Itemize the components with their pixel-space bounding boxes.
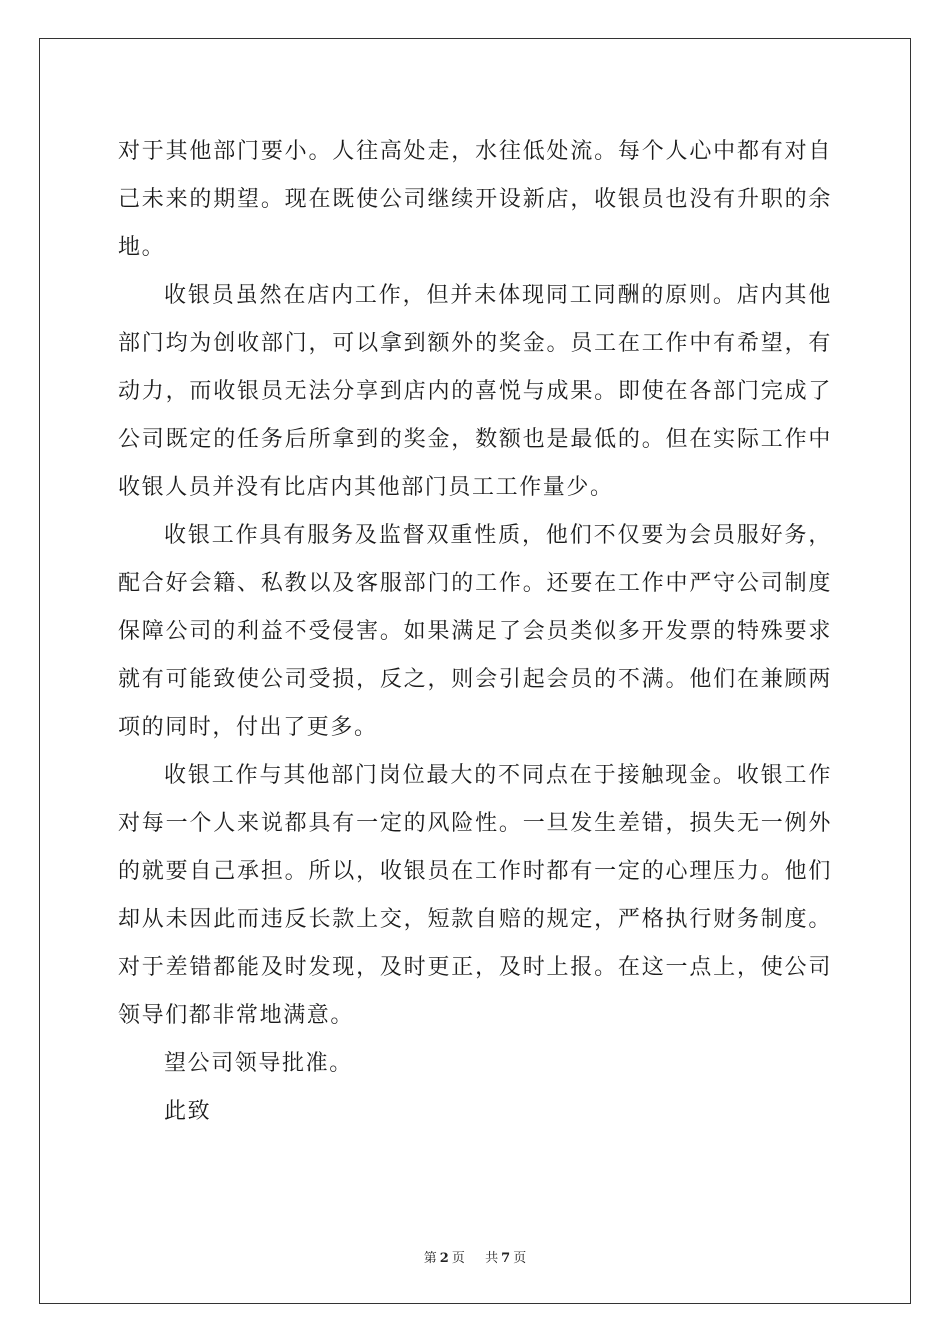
salutation-closing: 此致 xyxy=(164,1099,212,1124)
page-indicator xyxy=(421,1251,468,1266)
total-pages: 7 xyxy=(501,1251,511,1266)
total-suffix: 页 xyxy=(513,1251,527,1266)
total-indicator xyxy=(482,1251,529,1266)
paragraph-2: 收银员虽然在店内工作，但并未体现同工同酬的原则。店内其他部门均为创收部门，可以拿到额外的奖金。员工在工作中有希望，有动力，而收银员无法分享到店内的喜悦与成果。即使在各部门完成了公司既定的任务后所拿到的奖金，数额也是最低的。但在实际工作中收银人员并没有比店内其他部门员工工作量少。 xyxy=(118,283,832,500)
page-prefix: 第 xyxy=(423,1251,437,1266)
page-number: 2 xyxy=(439,1251,449,1266)
total-prefix: 共 xyxy=(485,1251,499,1266)
page-suffix: 页 xyxy=(451,1251,465,1266)
document-body xyxy=(118,128,832,1136)
paragraph-1: 对于其他部门要小。人往高处走，水往低处流。每个人心中都有对自己未来的期望。现在既使公司继续开设新店，收银员也没有升职的余地。 xyxy=(118,139,832,260)
paragraph-3: 收银工作具有服务及监督双重性质，他们不仅要为会员服好务，配合好会籍、私教以及客服部门的工作。还要在工作中严守公司制度保障公司的利益不受侵害。如果满足了会员类似多开发票的特殊要求就有可能致使公司受损，反之，则会引起会员的不满。他们在兼顾两项的同时，付出了更多。 xyxy=(118,523,832,740)
page-footer xyxy=(0,1247,950,1266)
closing-request: 望公司领导批准。 xyxy=(164,1051,353,1076)
paragraph-4: 收银工作与其他部门岗位最大的不同点在于接触现金。收银工作对每一个人来说都具有一定的风险性。一旦发生差错，损失无一例外的就要自己承担。所以，收银员在工作时都有一定的心理压力。他们却从未因此而违反长款上交，短款自赔的规定，严格执行财务制度。对于差错都能及时发现，及时更正，及时上报。在这一点上，使公司领导们都非常地满意。 xyxy=(118,763,832,1028)
